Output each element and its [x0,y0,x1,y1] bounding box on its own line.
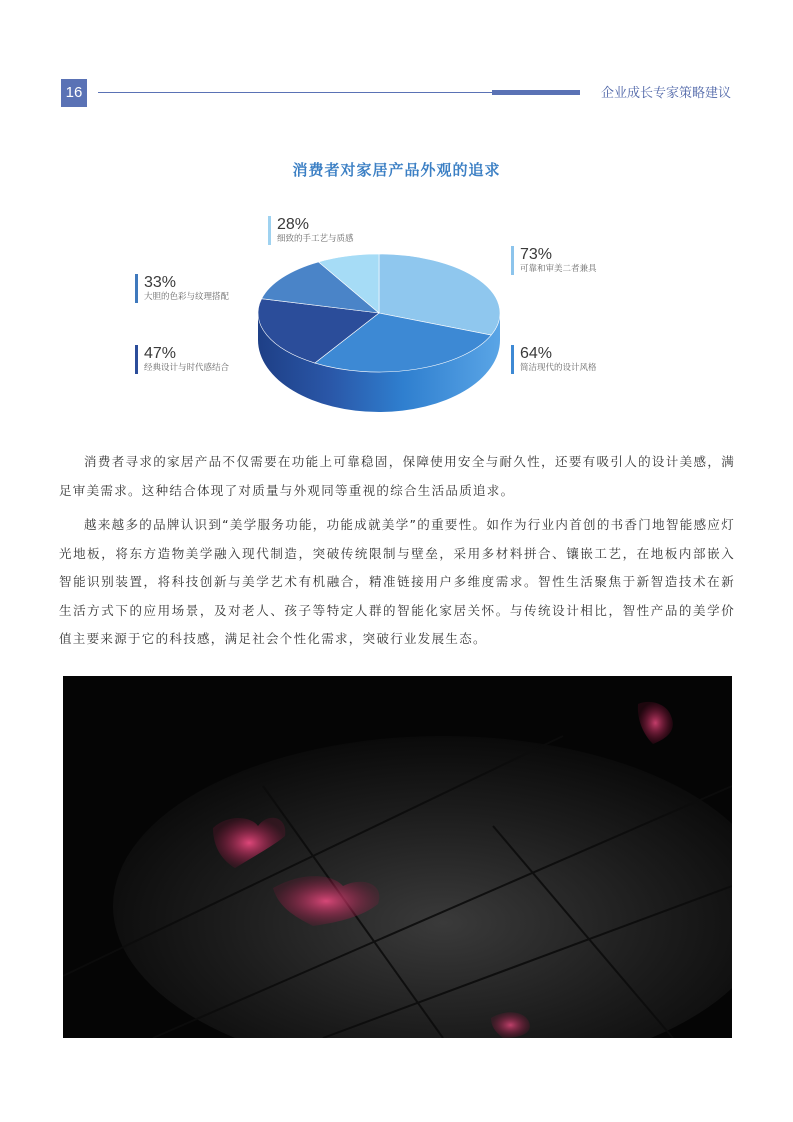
page-number: 16 [61,79,87,107]
label-handcraft-value: 28% [277,216,310,233]
paragraph-2: 越来越多的品牌认识到“美学服务功能，功能成就美学”的重要性。如作为行业内首创的书香门地智能感应灯光地板，将东方造物美学融入现代制造，突破传统限制与壁垒，采用多材料拼合、镶嵌工艺，在地板内部嵌入智能识别装置，将科技创新与美学艺术有机融合，精准链接用户多维度需求。智性生活聚焦于新智造技术在新生活方式下的应用场景，及对老人、孩子等特定人群的智能化家居关怀。与传统设计相比，智性产品的美学价值主要来源于它的科技感，满足社会个性化需求，突破行业发展生态。 [59,517,735,646]
label-minimal-modern-value: 64% [520,345,553,362]
label-bold-color-text: 大胆的色彩与纹理搭配 [144,292,230,302]
label-classic-modern-value: 47% [144,345,177,362]
photo-illustration [63,676,732,1038]
label-bold-color-value: 33% [144,274,177,291]
chart-title: 消费者对家居产品外观的追求 [292,161,501,179]
label-handcraft [268,216,354,245]
paragraph-1: 消费者寻求的家居产品不仅需要在功能上可靠稳固，保障使用安全与耐久性，还要有吸引人的设计美感，满足审美需求。这种结合体现了对质量与外观同等重视的综合生活品质追求。 [59,454,735,498]
label-minimal-modern-text: 简洁现代的设计风格 [520,363,597,373]
label-bold-color [135,274,229,303]
pie-chart [0,0,793,440]
section-title: 企业成长专家策略建议 [600,86,731,101]
label-minimal-modern [511,345,597,374]
label-classic-modern-text: 经典设计与时代感结合 [144,363,230,373]
label-reliable-aesthetic-text: 可靠和审美二者兼具 [520,264,597,274]
pie-top [258,254,500,372]
label-handcraft-text: 细致的手工艺与质感 [277,234,354,244]
label-reliable-aesthetic [511,246,597,275]
label-reliable-aesthetic-value: 73% [520,246,553,263]
label-classic-modern [135,345,229,374]
floor-lighting-photo [63,676,732,1038]
